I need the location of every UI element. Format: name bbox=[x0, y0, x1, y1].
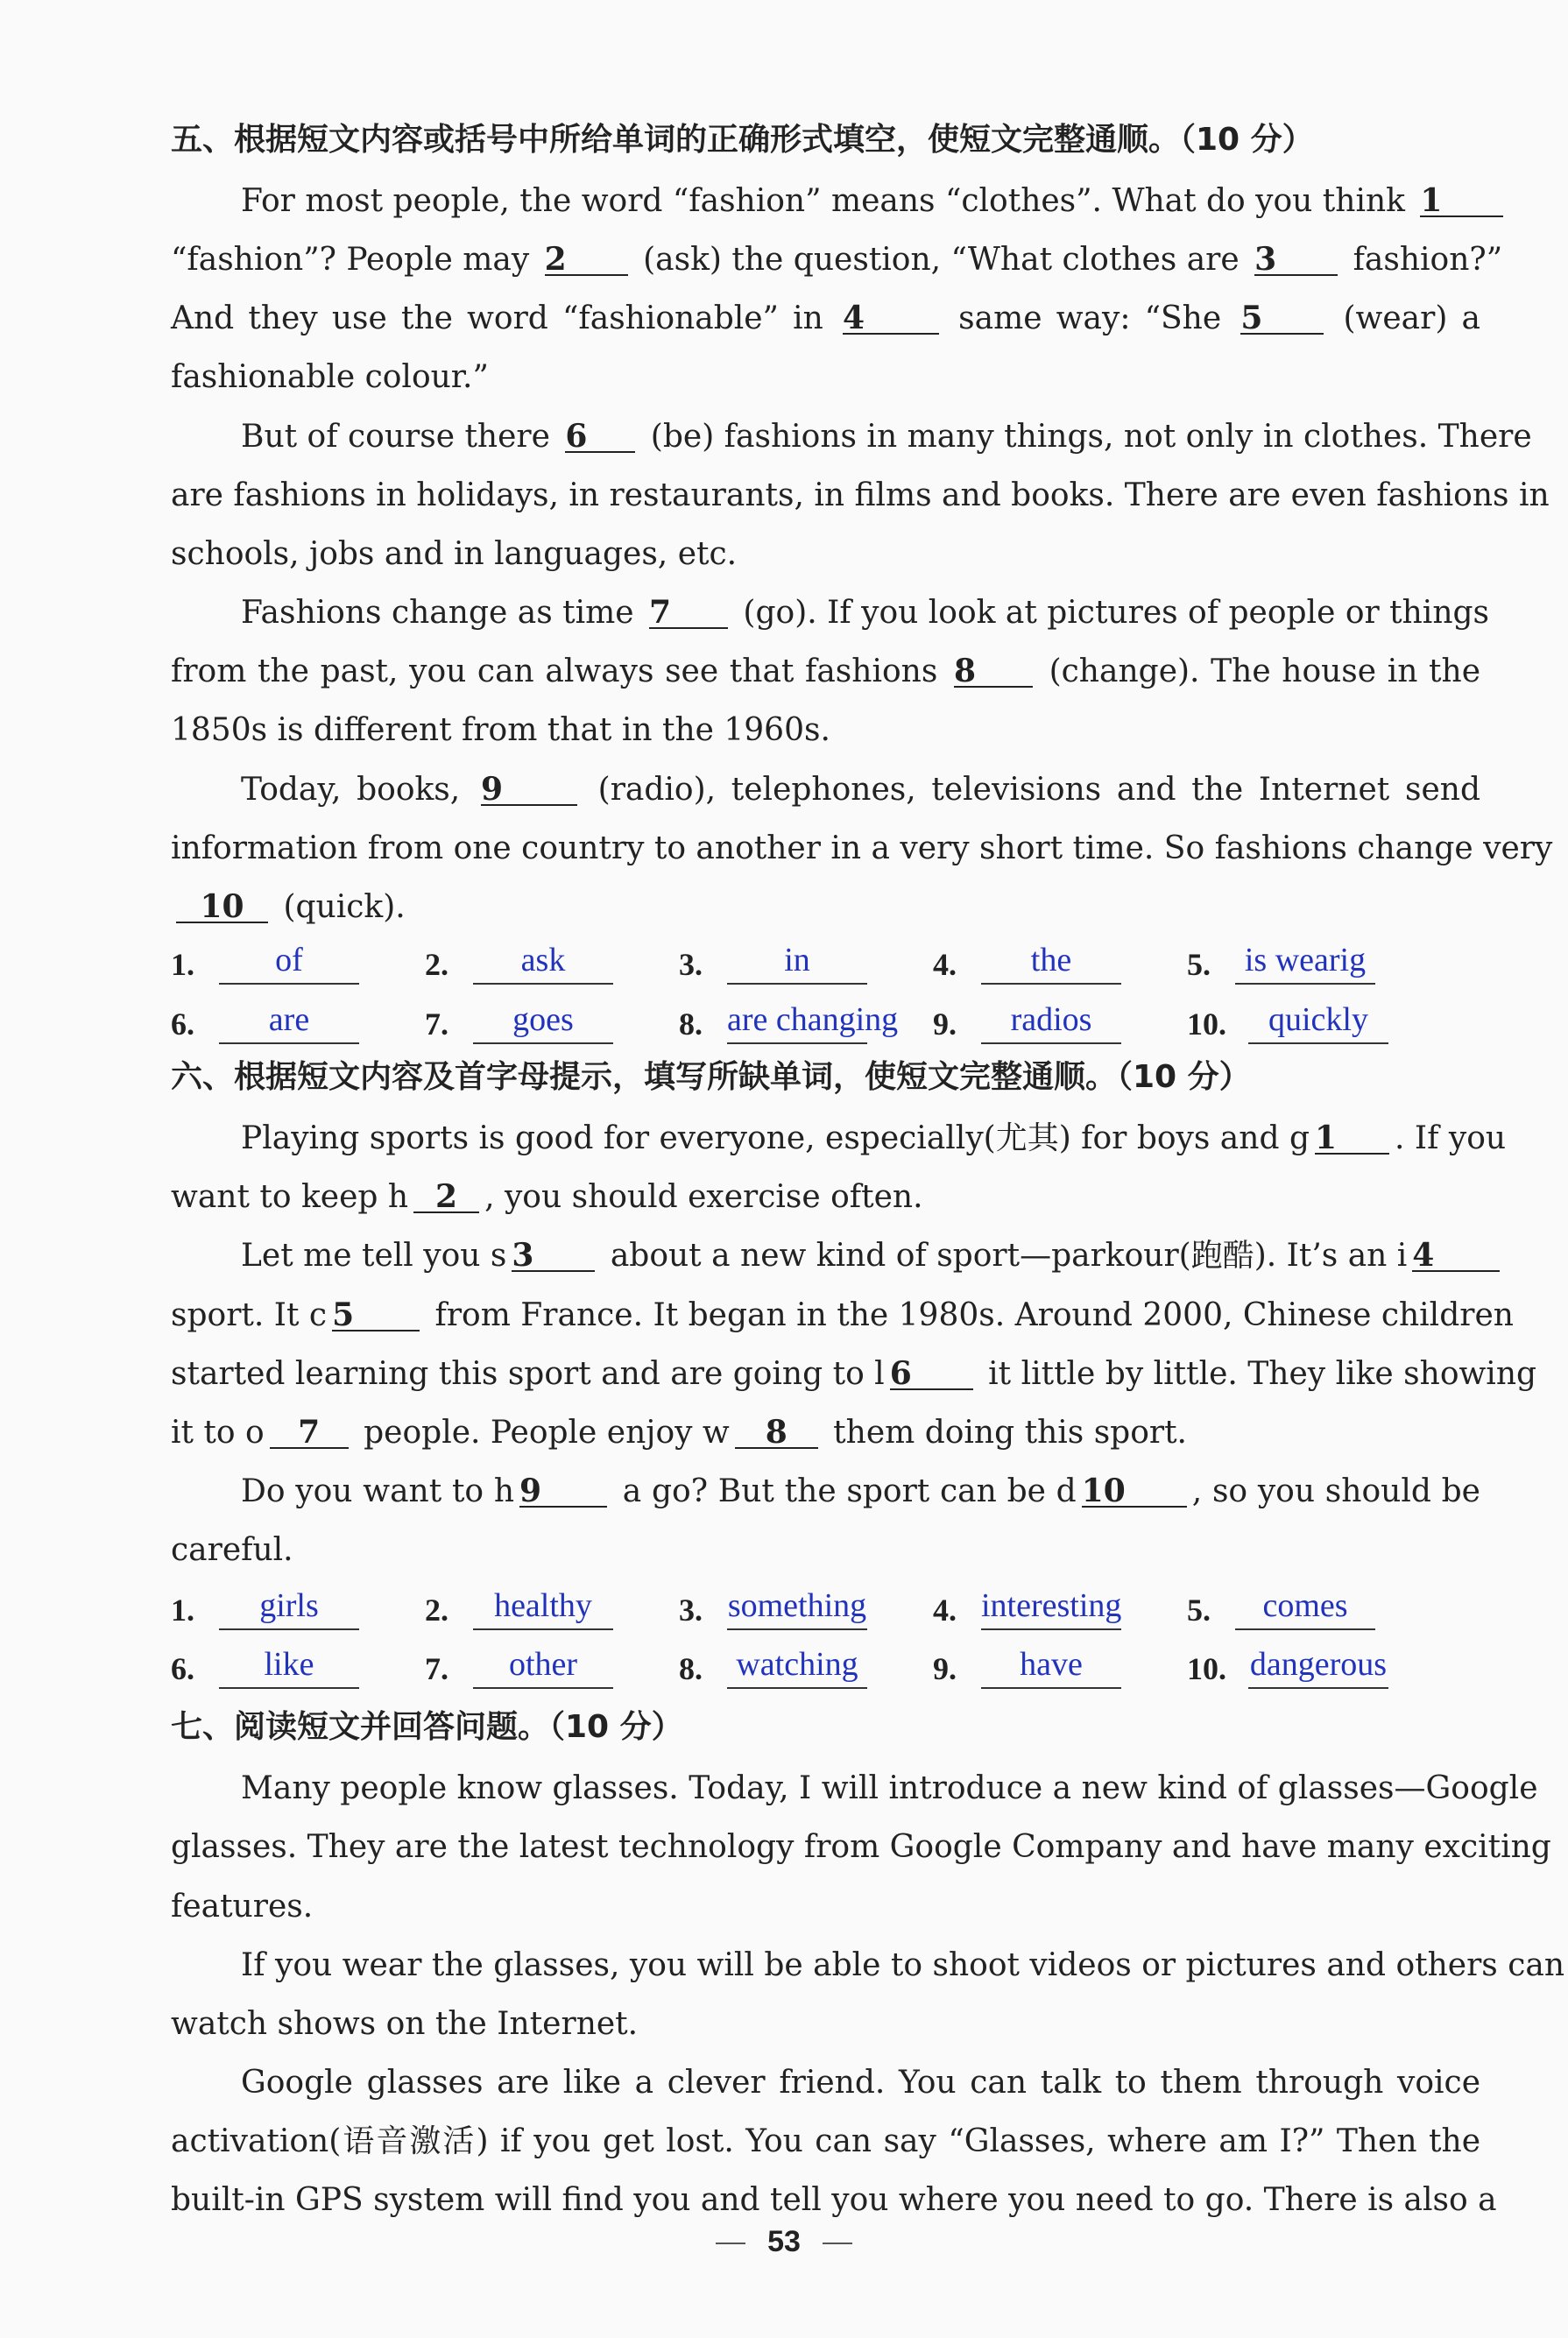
blank-5: 5 bbox=[332, 1300, 420, 1331]
answer-number: 3. bbox=[679, 1593, 703, 1628]
answer-number: 10. bbox=[1187, 1007, 1226, 1042]
passage-line bbox=[171, 1829, 1551, 1865]
answer-fill: are changing bbox=[727, 1000, 867, 1044]
blank-7: 7 bbox=[270, 1417, 349, 1449]
passage-line bbox=[171, 2124, 1480, 2159]
passage-line bbox=[171, 1416, 1480, 1451]
answer-fill: goes bbox=[473, 1000, 613, 1044]
passage-text: sport. It c bbox=[171, 1297, 328, 1333]
blank-9: 9 bbox=[481, 774, 577, 806]
passage-text: careful. bbox=[171, 1532, 293, 1568]
passage-line bbox=[241, 773, 1480, 808]
passage-text: For most people, the word “fashion” means “clothes”. What do you think bbox=[241, 183, 1416, 219]
blank-4: 4 bbox=[843, 303, 939, 335]
passage-line bbox=[171, 537, 1480, 572]
answer-fill: girls bbox=[219, 1586, 359, 1630]
page-number: 53 bbox=[767, 2225, 801, 2258]
passage-text: about a new kind of sport—parkour(跑酷). It’s an i bbox=[600, 1238, 1408, 1274]
passage-text: watch shows on the Internet. bbox=[171, 2006, 639, 2042]
blank-5: 5 bbox=[1240, 303, 1324, 335]
passage-text: activation(语音激活) if you get lost. You can say “Glasses, where am I?” Then the bbox=[171, 2123, 1480, 2159]
answer-number: 6. bbox=[171, 1651, 194, 1686]
answer-number: 1. bbox=[171, 1593, 194, 1628]
passage-line bbox=[171, 2182, 1497, 2218]
answer-fill: dangerous bbox=[1248, 1645, 1388, 1689]
passage-text: are fashions in holidays, in restaurants, in films and books. There are even fashions in bbox=[171, 477, 1550, 513]
answer-number: 8. bbox=[679, 1007, 703, 1042]
section6-title: 六、根据短文内容及首字母提示，填写所缺单词，使短文完整通顺。（10 分） bbox=[171, 1059, 1251, 1095]
passage-line bbox=[241, 594, 1490, 631]
passage-text: Today, books, bbox=[241, 772, 476, 808]
passage-text: (change). The house in the bbox=[1037, 653, 1481, 689]
answer-number: 4. bbox=[933, 1593, 957, 1628]
answer-fill: have bbox=[981, 1645, 1121, 1689]
blank-9: 9 bbox=[519, 1476, 607, 1508]
passage-line bbox=[171, 1889, 1480, 1925]
passage-text: features. bbox=[171, 1889, 314, 1925]
section6-answers-row2 bbox=[171, 1640, 1485, 1689]
passage-text: Google glasses are like a clever friend. You can talk to them through voice bbox=[241, 2065, 1480, 2101]
passage-text: Fashions change as time bbox=[241, 595, 644, 631]
blank-10: 10 bbox=[176, 892, 268, 923]
blank-6: 6 bbox=[890, 1359, 973, 1390]
passage-text: Let me tell you s bbox=[241, 1238, 507, 1274]
blank-7: 7 bbox=[649, 597, 728, 629]
answer-fill: interesting bbox=[981, 1586, 1121, 1630]
passage-text: them doing this sport. bbox=[823, 1415, 1188, 1451]
passage-text: (ask) the question, “What clothes are bbox=[632, 242, 1250, 278]
answer-number: 6. bbox=[171, 1007, 194, 1042]
answer-fill: something bbox=[727, 1586, 867, 1630]
answer-number: 9. bbox=[933, 1007, 957, 1042]
passage-line bbox=[171, 713, 1480, 748]
passage-line bbox=[171, 830, 1553, 866]
answer-number: 9. bbox=[933, 1651, 957, 1686]
passage-line bbox=[241, 418, 1532, 455]
answer-fill: are bbox=[219, 1000, 359, 1044]
answer-fill: ask bbox=[473, 941, 613, 985]
answer-fill: in bbox=[727, 941, 867, 985]
answer-fill: is wearig bbox=[1235, 941, 1375, 985]
passage-text: Many people know glasses. Today, I will introduce a new kind of glasses—Google bbox=[241, 1770, 1538, 1806]
passage-text: from the past, you can always see that fashions bbox=[171, 653, 949, 689]
passage-text: started learning this sport and are going to l bbox=[171, 1356, 885, 1392]
answer-number: 5. bbox=[1187, 1593, 1211, 1628]
passage-text: schools, jobs and in languages, etc. bbox=[171, 536, 738, 572]
passage-text: (wear) a bbox=[1329, 300, 1481, 336]
passage-line bbox=[171, 1355, 1537, 1392]
passage-text: And they use the word “fashionable” in bbox=[171, 300, 837, 336]
blank-3: 3 bbox=[512, 1240, 595, 1272]
section5-answers-row2 bbox=[171, 995, 1485, 1044]
answer-fill: other bbox=[473, 1645, 613, 1689]
passage-text: information from one country to another in a very short time. So fashions change very bbox=[171, 830, 1553, 866]
passage-line bbox=[171, 890, 1480, 925]
answer-number: 4. bbox=[933, 947, 957, 982]
passage-line bbox=[171, 2007, 1480, 2042]
passage-text: fashion?” bbox=[1343, 242, 1503, 278]
passage-line bbox=[241, 184, 1480, 219]
answer-number: 5. bbox=[1187, 947, 1211, 982]
answer-fill: comes bbox=[1235, 1586, 1375, 1630]
blank-3: 3 bbox=[1254, 244, 1338, 276]
passage-text: fashionable colour.” bbox=[171, 359, 489, 395]
footer-dash-right bbox=[823, 2243, 852, 2244]
answer-fill: watching bbox=[727, 1645, 867, 1689]
answer-fill: healthy bbox=[473, 1586, 613, 1630]
blank-1: 1 bbox=[1420, 186, 1503, 217]
passage-line bbox=[171, 1533, 1480, 1568]
passage-line bbox=[241, 1947, 1565, 1983]
passage-line bbox=[171, 360, 1480, 395]
passage-line bbox=[241, 1239, 1480, 1274]
answer-fill: of bbox=[219, 941, 359, 985]
passage-text: Playing sports is good for everyone, especially(尤其) for boys and g bbox=[241, 1120, 1310, 1156]
answer-number: 2. bbox=[425, 1593, 449, 1628]
passage-text: glasses. They are the latest technology from Google Company and have many exciting bbox=[171, 1829, 1551, 1865]
passage-text: a go? But the sport can be d bbox=[612, 1473, 1077, 1509]
passage-line bbox=[171, 477, 1550, 513]
answer-fill: like bbox=[219, 1645, 359, 1689]
section6-answers-row1 bbox=[171, 1581, 1485, 1630]
passage-text: built-in GPS system will find you and tell you where you need to go. There is also a bbox=[171, 2182, 1497, 2218]
answer-fill: the bbox=[981, 941, 1121, 985]
passage-text: But of course there bbox=[241, 419, 561, 455]
answer-number: 10. bbox=[1187, 1651, 1226, 1686]
answer-fill: quickly bbox=[1248, 1000, 1388, 1044]
passage-text: (radio), telephones, televisions and the Internet send bbox=[582, 772, 1480, 808]
answer-number: 1. bbox=[171, 947, 194, 982]
answer-number: 2. bbox=[425, 947, 449, 982]
section7-title: 七、阅读短文并回答问题。（10 分） bbox=[171, 1709, 683, 1745]
passage-text: Do you want to h bbox=[241, 1473, 515, 1509]
blank-4: 4 bbox=[1412, 1240, 1500, 1272]
passage-line bbox=[171, 654, 1480, 689]
blank-8: 8 bbox=[735, 1417, 818, 1449]
passage-line bbox=[241, 1474, 1480, 1509]
blank-8: 8 bbox=[954, 656, 1033, 688]
passage-text: “fashion”? People may bbox=[171, 242, 540, 278]
answer-number: 8. bbox=[679, 1651, 703, 1686]
answer-number: 7. bbox=[425, 1651, 449, 1686]
passage-line bbox=[241, 1770, 1538, 1806]
answer-fill: radios bbox=[981, 1000, 1121, 1044]
passage-text: from France. It began in the 1980s. Around 2000, Chinese children bbox=[425, 1297, 1514, 1333]
blank-1: 1 bbox=[1315, 1123, 1389, 1155]
passage-line bbox=[171, 241, 1503, 278]
answer-number: 7. bbox=[425, 1007, 449, 1042]
passage-text: it little by little. They like showing bbox=[978, 1356, 1537, 1392]
passage-line bbox=[171, 1296, 1514, 1333]
passage-text: (go). If you look at pictures of people or things bbox=[732, 595, 1490, 631]
passage-text: , so you should be bbox=[1191, 1473, 1480, 1509]
passage-text: people. People enjoy w bbox=[353, 1415, 730, 1451]
answer-number: 3. bbox=[679, 947, 703, 982]
passage-line bbox=[171, 301, 1480, 336]
section5-answers-row1 bbox=[171, 936, 1485, 985]
passage-text: same way: “She bbox=[944, 300, 1236, 336]
blank-10: 10 bbox=[1082, 1476, 1187, 1508]
section5-title: 五、根据短文内容或括号中所给单词的正确形式填空，使短文完整通顺。（10 分） bbox=[171, 122, 1314, 158]
passage-text: . If you bbox=[1395, 1120, 1507, 1156]
passage-text: (be) fashions in many things, not only in clothes. There bbox=[640, 419, 1532, 455]
page-footer bbox=[0, 2225, 1568, 2259]
passage-text: it to o bbox=[171, 1415, 265, 1451]
blank-2: 2 bbox=[545, 244, 628, 276]
blank-2: 2 bbox=[413, 1182, 479, 1213]
blank-6: 6 bbox=[565, 421, 635, 453]
passage-text: (quick). bbox=[273, 889, 406, 925]
passage-line bbox=[241, 1120, 1507, 1156]
passage-text: 1850s is different from that in the 1960s. bbox=[171, 712, 830, 748]
passage-text: want to keep h bbox=[171, 1179, 409, 1215]
passage-line bbox=[171, 1180, 1480, 1215]
footer-dash-left bbox=[716, 2243, 745, 2244]
passage-text: If you wear the glasses, you will be able to shoot videos or pictures and others can bbox=[241, 1947, 1565, 1983]
passage-line bbox=[241, 2066, 1480, 2101]
passage-text: , you should exercise often. bbox=[484, 1179, 923, 1215]
